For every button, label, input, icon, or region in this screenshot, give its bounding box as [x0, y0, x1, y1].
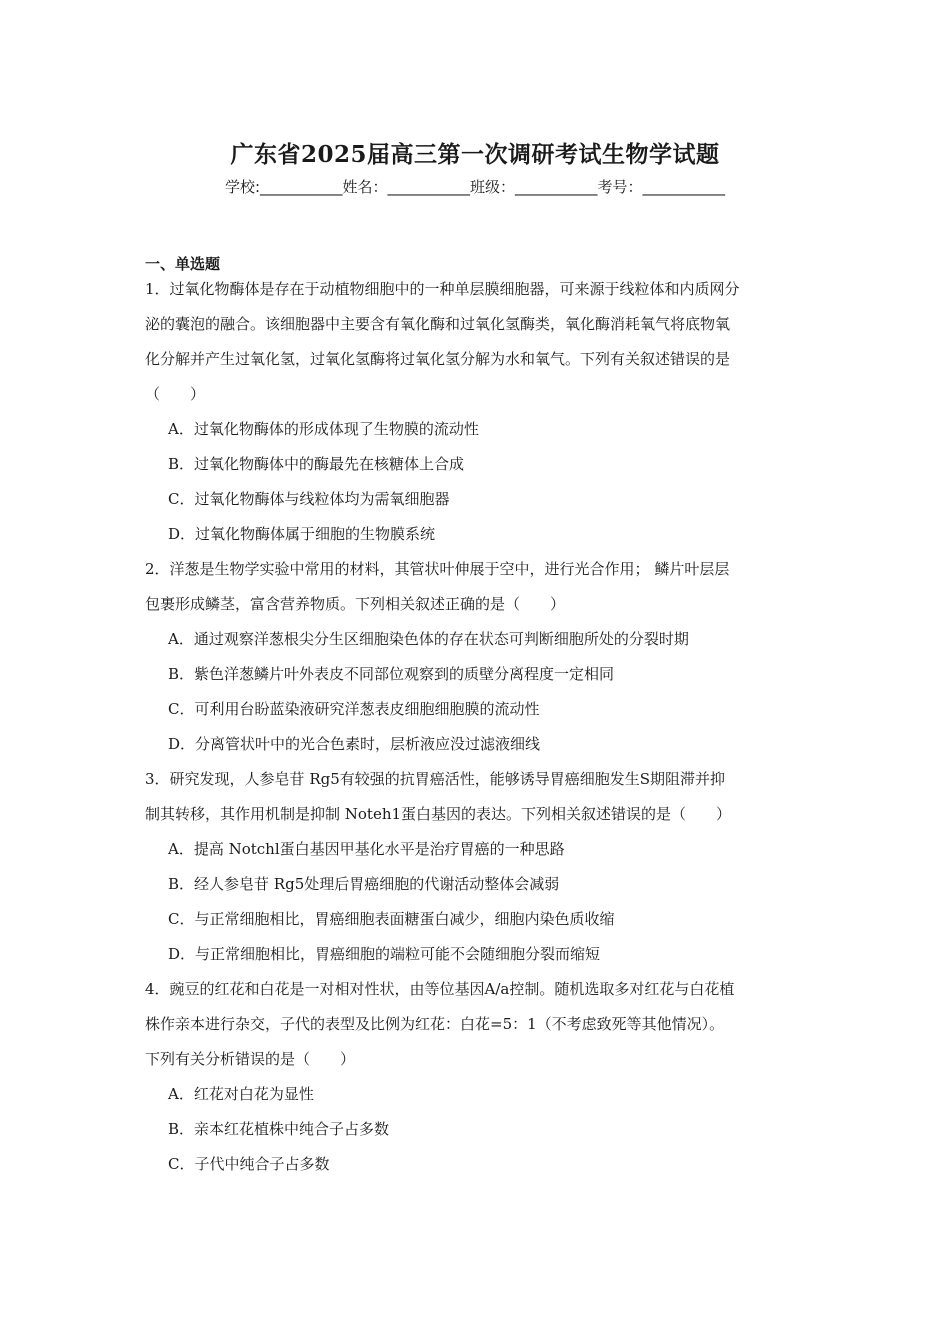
option-b: B．过氧化物酶体中的酶最先在核糖体上合成: [168, 455, 465, 473]
exam-title: 广东省2025届高三第一次调研考试生物学试题: [230, 141, 720, 168]
stem-line: 3．研究发现，人参皂苷 Rg5有较强的抗胃癌活性，能够诱导胃癌细胞发生S期阻滞并抑: [145, 770, 726, 788]
question-3: [145, 762, 810, 972]
option-a: A．过氧化物酶体的形成体现了生物膜的流动性: [168, 420, 479, 438]
option-d: D．分离管状叶中的光合色素时，层析液应没过滤液细线: [168, 735, 541, 753]
question-stem: [145, 552, 810, 622]
option-b: B．亲本红花植株中纯合子占多数: [168, 1120, 390, 1138]
question-2: [145, 552, 810, 762]
stem-line: 泌的囊泡的融合。该细胞器中主要含有氧化酶和过氧化氢酶类，氧化酶消耗氧气将底物氧: [145, 315, 731, 333]
option-b: B．紫色洋葱鳞片叶外表皮不同部位观察到的质壁分离程度一定相同: [168, 665, 615, 683]
stem-line: 2．洋葱是生物学实验中常用的材料，其管状叶伸展于空中，进行光合作用； 鳞片叶层层: [145, 560, 730, 578]
stem-line: 下列有关分析错误的是（ ）: [145, 1050, 356, 1068]
option-d: D．与正常细胞相比，胃癌细胞的端粒可能不会随细胞分裂而缩短: [168, 945, 601, 963]
question-stem: [145, 272, 810, 412]
stem-line: 包裹形成鳞茎，富含营养物质。下列相关叙述正确的是（ ）: [145, 595, 566, 613]
stem-line: 4．豌豆的红花和白花是一对相对性状，由等位基因A/a控制。随机选取多对红花与白花植: [145, 980, 735, 998]
stem-line: 化分解并产生过氧化氢，过氧化氢酶将过氧化氢分解为水和氧气。下列有关叙述错误的是: [145, 350, 731, 368]
option-c: C．可利用台盼蓝染液研究洋葱表皮细胞细胞膜的流动性: [168, 700, 540, 718]
question-stem: [145, 972, 810, 1077]
option-b: B．经人参皂苷 Rg5处理后胃癌细胞的代谢活动整体会减弱: [168, 875, 560, 893]
question-stem: [145, 762, 810, 832]
section-heading: 一、单选题: [145, 255, 221, 273]
question-4: [145, 972, 810, 1182]
option-a: A．提高 Notchl蛋白基因甲基化水平是治疗胃癌的一种思路: [168, 840, 565, 858]
question-1: [145, 272, 810, 552]
option-a: A．通过观察洋葱根尖分生区细胞染色体的存在状态可判断细胞所处的分裂时期: [168, 630, 689, 648]
option-a: A．红花对白花为显性: [168, 1085, 314, 1103]
student-info-line: 学校:___________姓名：___________班级：___________考号：___________: [224, 178, 726, 196]
stem-line: 制其转移，其作用机制是抑制 Noteh1蛋白基因的表达。下列相关叙述错误的是（ ）: [145, 805, 732, 823]
stem-line: 株作亲本进行杂交，子代的表型及比例为红花：白花=5：1（不考虑致死等其他情况）。: [145, 1015, 725, 1033]
option-c: C．与正常细胞相比，胃癌细胞表面糖蛋白减少，细胞内染色质收缩: [168, 910, 615, 928]
option-d: D．过氧化物酶体属于细胞的生物膜系统: [168, 525, 436, 543]
option-c: C．过氧化物酶体与线粒体均为需氧细胞器: [168, 490, 450, 508]
stem-line: 1．过氧化物酶体是存在于动植物细胞中的一种单层膜细胞器，可来源于线粒体和内质网分: [145, 280, 740, 298]
question-list: [145, 272, 810, 1182]
option-c: C．子代中纯合子占多数: [168, 1155, 330, 1173]
stem-line: （ ）: [145, 385, 206, 403]
